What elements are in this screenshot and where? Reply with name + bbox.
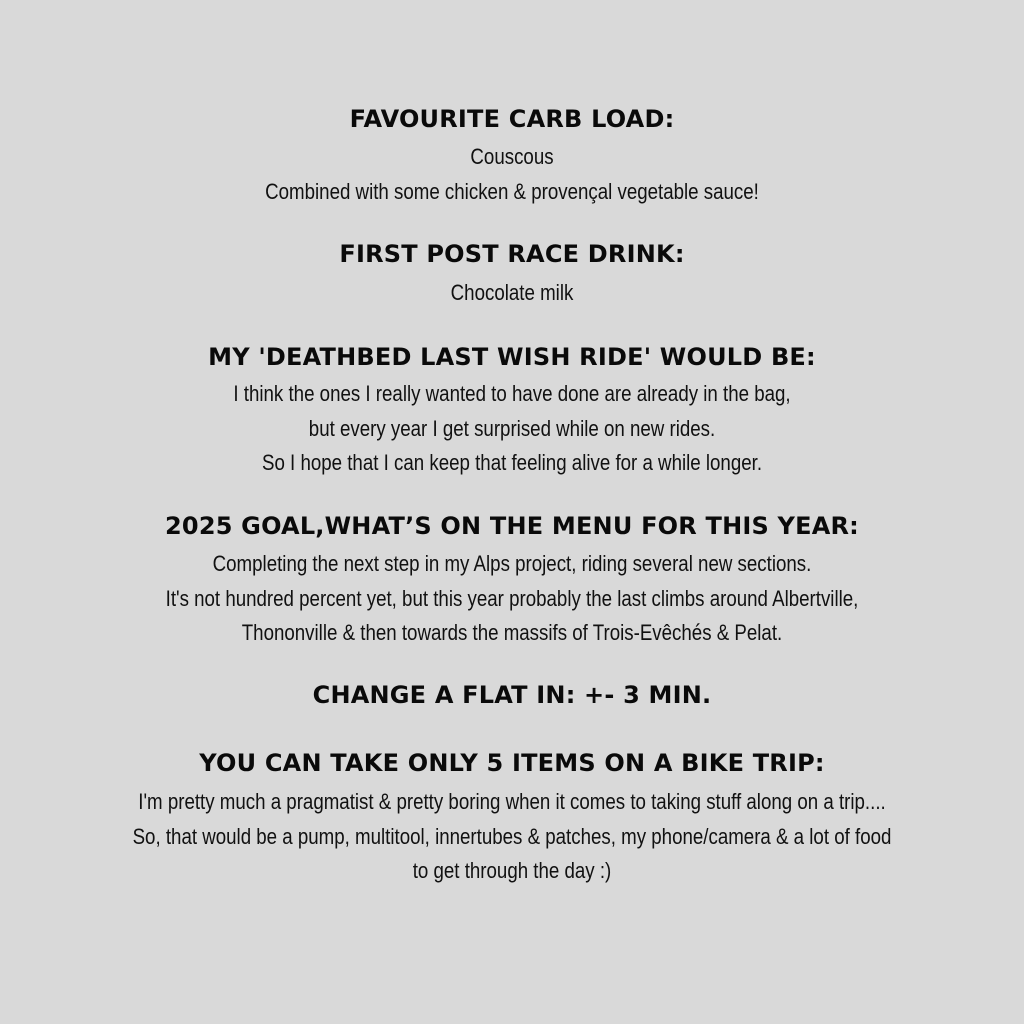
answer-line: Chocolate milk [450, 280, 574, 305]
answer-line: So I hope that I can keep that feeling alive for a while longer. [261, 450, 763, 475]
answer-line: to get through the day :) [412, 858, 612, 883]
answer-line: So, that would be a pump, multitool, innertubes & patches, my phone/camera & a lot of food [132, 823, 892, 849]
answer-line: I'm pretty much a pragmatist & pretty boring when it comes to taking stuff along on a trip.... [138, 789, 886, 814]
answer-line: but every year I get surprised while on new rides. [308, 415, 716, 441]
answer-line: Completing the next step in my Alps project, riding several new sections. [212, 551, 812, 576]
answer-favourite-carb-load [77, 140, 947, 209]
heading-favourite-carb-load: FAVOURITE CARB LOAD: [349, 105, 675, 133]
heading-2025-goal: 2025 GOAL,WHAT’S ON THE MENU FOR THIS YEAR: [165, 512, 859, 540]
answer-first-post-race-drink [77, 276, 947, 311]
answer-five-items [77, 785, 947, 889]
heading-first-post-race-drink: FIRST POST RACE DRINK: [339, 240, 685, 268]
answer-line: Thononville & then towards the massifs of Trois-Evêchés & Pelat. [241, 620, 783, 645]
heading-five-items: YOU CAN TAKE ONLY 5 ITEMS ON A BIKE TRIP: [199, 749, 825, 777]
answer-2025-goal [77, 547, 947, 651]
heading-deathbed-ride: MY 'DEATHBED LAST WISH RIDE' WOULD BE: [208, 343, 816, 371]
answer-line: Combined with some chicken & provençal vegetable sauce! [265, 178, 759, 204]
answer-line: It's not hundred percent yet, but this year probably the last climbs around Albertville, [165, 585, 859, 611]
answer-deathbed-ride [77, 377, 947, 481]
heading-change-a-flat: CHANGE A FLAT IN: +- 3 MIN. [312, 681, 712, 709]
answer-line: I think the ones I really wanted to have done are already in the bag, [233, 381, 791, 406]
answer-line: Couscous [470, 144, 554, 169]
